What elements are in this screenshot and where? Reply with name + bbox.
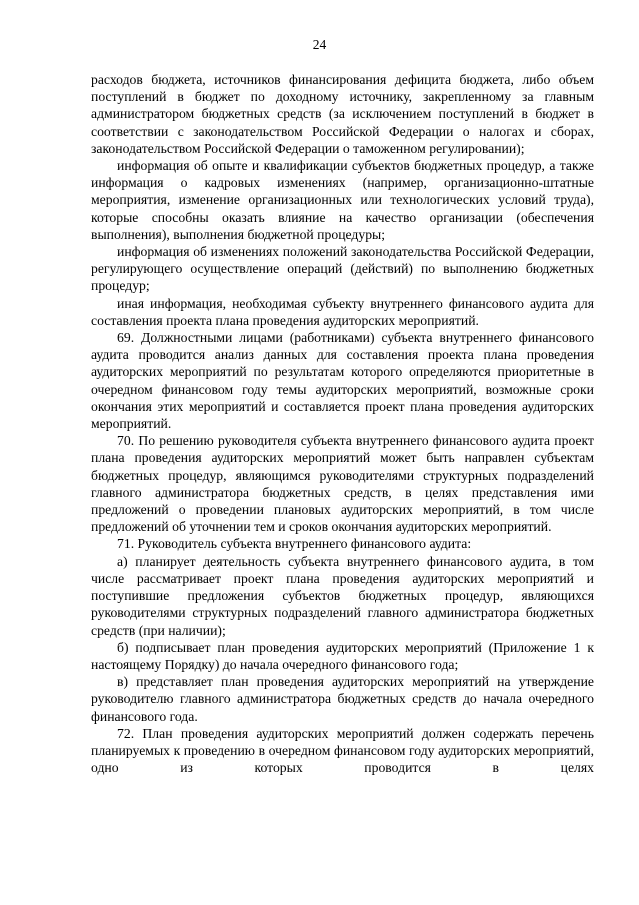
paragraph-item-70: 70. По решению руководителя субъекта внутреннего финансового аудита проект плана проведения аудиторских мероприятий может быть направлен субъектам бюджетных процедур, являющимся руководителями структурных подразделений главного администратора бюджетных средств, в целях представления ими предложений о проведении плановых аудиторских мероприятий, в том числе предложений об уточнении тем и сроков окончания аудиторских мероприятий. bbox=[91, 433, 594, 535]
document-body bbox=[91, 71, 594, 776]
paragraph-item-71-b: б) подписывает план проведения аудиторских мероприятий (Приложение 1 к настоящему Порядку) до начала очередного финансового года; bbox=[91, 639, 594, 672]
paragraph-experience-info: информация об опыте и квалификации субъектов бюджетных процедур, а также информация о кадровых изменениях (например, организационно-штатные мероприятия, изменение организационных или технологических условий труда), которые способны оказать влияние на качество организации (обеспечения выполнения), выполнения бюджетной процедуры; bbox=[91, 158, 594, 242]
page-number: 24 bbox=[312, 37, 327, 52]
paragraph-item-71: 71. Руководитель субъекта внутреннего финансового аудита: bbox=[117, 536, 472, 552]
paragraph-item-71-c: в) представляет план проведения аудиторских мероприятий на утверждение руководителю главного администратора бюджетных средств до начала очередного финансового года. bbox=[91, 674, 594, 724]
paragraph-legislation-changes: информация об изменениях положений законодательства Российской Федерации, регулирующего осуществление операций (действий) по выполнению бюджетных процедур; bbox=[91, 244, 594, 294]
paragraph-item-72: 72. План проведения аудиторских мероприятий должен содержать перечень планируемых к проведению в очередном финансовом году аудиторских мероприятий, одно из которых проводится в целях bbox=[91, 725, 594, 776]
paragraph-budget-expenses-continuation: расходов бюджета, источников финансирования дефицита бюджета, либо объем поступлений в бюджет по доходному источнику, закрепленному за главным администратором бюджетных средств (за исключением поступлений в бюджет в соответствии с законодательством Российской Федерации о налогах и сборах, законодательством Российской Федерации о таможенном регулировании); bbox=[91, 72, 594, 156]
paragraph-item-69: 69. Должностными лицами (работниками) субъекта внутреннего финансового аудита проводится анализ данных для составления проекта плана проведения аудиторских мероприятий по результатам которого определяются приоритетные в очередном финансовом году темы аудиторских мероприятий, возможные сроки окончания этих мероприятий и составляется проект плана проведения аудиторских мероприятий. bbox=[91, 330, 594, 432]
paragraph-other-info: иная информация, необходимая субъекту внутреннего финансового аудита для составления проекта плана проведения аудиторских мероприятий. bbox=[91, 295, 594, 328]
paragraph-item-71-a: а) планирует деятельность субъекта внутреннего финансового аудита, в том числе рассматривает проект плана проведения аудиторских мероприятий и поступившие предложения субъектов бюджетных процедур, являющихся руководителями структурных подразделений главного администратора бюджетных средств (при наличии); bbox=[91, 553, 594, 638]
